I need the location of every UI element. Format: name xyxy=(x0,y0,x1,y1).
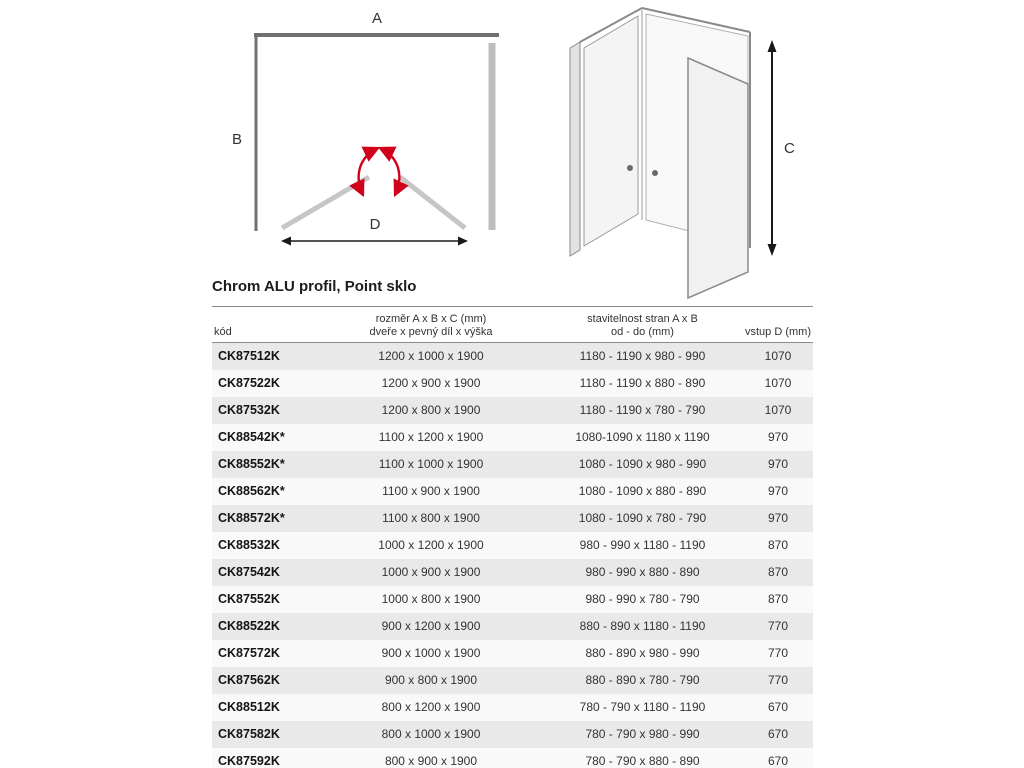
cell-vstup: 1070 xyxy=(764,403,792,417)
cell-rozmer: 1100 x 900 x 1900 xyxy=(382,484,480,498)
table-row xyxy=(212,667,813,694)
cell-kod: CK87532K xyxy=(218,403,280,417)
table-header xyxy=(212,306,813,343)
cell-rozmer: 1200 x 900 x 1900 xyxy=(381,376,481,390)
table-row xyxy=(212,532,813,559)
cell-stavitelnost: 1080 - 1090 x 980 - 990 xyxy=(578,457,707,471)
col-header-rozmer-line2: dveře x pevný díl x výška xyxy=(369,326,493,338)
cell-kod: CK87542K xyxy=(218,565,280,579)
dim-arrowhead-c-bottom xyxy=(768,244,777,256)
cell-kod: CK87552K xyxy=(218,592,280,606)
col-header-vstup-label: vstup D (mm) xyxy=(745,326,811,338)
cell-stavitelnost: 780 - 790 x 1180 - 1190 xyxy=(579,700,706,714)
table-row xyxy=(212,613,813,640)
table-row xyxy=(212,478,813,505)
cell-stavitelnost: 880 - 890 x 780 - 790 xyxy=(585,673,700,687)
cell-kod: CK88522K xyxy=(218,619,280,633)
cell-vstup: 970 xyxy=(767,430,789,444)
cell-stavitelnost: 780 - 790 x 980 - 990 xyxy=(585,727,700,741)
cell-vstup: 770 xyxy=(767,646,789,660)
col-header-rozmer-line1: rozměr A x B x C (mm) xyxy=(375,313,487,325)
cell-rozmer: 800 x 900 x 1900 xyxy=(384,754,478,768)
table-row xyxy=(212,748,813,768)
cell-kod: CK88542K* xyxy=(218,430,285,444)
page-title: Chrom ALU profil, Point sklo xyxy=(212,278,417,295)
cell-vstup: 870 xyxy=(767,538,789,552)
cell-kod: CK88552K* xyxy=(218,457,285,471)
cell-stavitelnost: 1080-1090 x 1180 x 1190 xyxy=(575,430,710,444)
table-row xyxy=(212,721,813,748)
col-header-stavitelnost-line2: od - do (mm) xyxy=(611,326,674,338)
cell-vstup: 870 xyxy=(767,592,789,606)
cell-stavitelnost: 780 - 790 x 880 - 890 xyxy=(585,754,700,768)
dim-label-d: D xyxy=(369,216,381,233)
dim-label-b: B xyxy=(232,131,243,148)
cell-kod: CK88562K* xyxy=(218,484,285,498)
dim-arrowhead-d-right xyxy=(458,237,468,246)
table-row xyxy=(212,424,813,451)
cell-stavitelnost: 1180 - 1190 x 780 - 790 xyxy=(579,403,706,417)
cell-kod: CK88572K* xyxy=(218,511,285,525)
cell-rozmer: 800 x 1200 x 1900 xyxy=(381,700,481,714)
cell-rozmer: 1100 x 1000 x 1900 xyxy=(378,457,484,471)
cell-rozmer: 1200 x 1000 x 1900 xyxy=(378,349,484,363)
side-wall-panel xyxy=(570,42,580,256)
cell-vstup: 970 xyxy=(767,484,789,498)
cell-rozmer: 1000 x 1200 x 1900 xyxy=(378,538,484,552)
swing-arrow-right-icon xyxy=(380,148,399,195)
glass-door-open xyxy=(688,58,748,298)
cell-kod: CK87522K xyxy=(218,376,280,390)
cell-stavitelnost: 1080 - 1090 x 780 - 790 xyxy=(578,511,707,525)
table-row xyxy=(212,694,813,721)
cell-vstup: 970 xyxy=(767,457,789,471)
swing-arrow-left-icon xyxy=(359,148,378,195)
col-header-kod-label: kód xyxy=(214,326,232,338)
cell-kod: CK87562K xyxy=(218,673,280,687)
cell-stavitelnost: 980 - 990 x 780 - 790 xyxy=(585,592,700,606)
cell-vstup: 670 xyxy=(767,700,789,714)
dim-label-c: C xyxy=(784,140,795,157)
table-row xyxy=(212,505,813,532)
cell-stavitelnost: 1180 - 1190 x 880 - 890 xyxy=(579,376,706,390)
cell-kod: CK87592K xyxy=(218,754,280,768)
cell-stavitelnost: 980 - 990 x 1180 - 1190 xyxy=(579,538,706,552)
cell-vstup: 770 xyxy=(767,619,789,633)
cell-kod: CK88532K xyxy=(218,538,280,552)
table-row xyxy=(212,586,813,613)
door-knob-icon xyxy=(627,165,633,171)
cell-kod: CK87512K xyxy=(218,349,280,363)
table-row xyxy=(212,559,813,586)
dim-arrowhead-c-top xyxy=(768,40,777,52)
door-knob-icon xyxy=(652,170,658,176)
door-right-line xyxy=(400,177,465,228)
cell-stavitelnost: 880 - 890 x 980 - 990 xyxy=(585,646,700,660)
col-header-stavitelnost xyxy=(542,313,743,339)
cell-rozmer: 900 x 800 x 1900 xyxy=(384,673,478,687)
cell-stavitelnost: 880 - 890 x 1180 - 1190 xyxy=(579,619,706,633)
cell-stavitelnost: 1180 - 1190 x 980 - 990 xyxy=(579,349,706,363)
dim-label-a: A xyxy=(371,10,383,27)
top-view-diagram xyxy=(225,8,510,260)
cell-kod: CK88512K xyxy=(218,700,280,714)
cell-vstup: 870 xyxy=(767,565,789,579)
table-row xyxy=(212,370,813,397)
cell-vstup: 970 xyxy=(767,511,789,525)
table-row xyxy=(212,451,813,478)
door-left-line xyxy=(282,177,369,228)
col-header-kod xyxy=(212,326,320,339)
cell-kod: CK87582K xyxy=(218,727,280,741)
spec-table xyxy=(212,306,813,768)
cell-stavitelnost: 980 - 990 x 880 - 890 xyxy=(585,565,700,579)
cell-rozmer: 900 x 1000 x 1900 xyxy=(381,646,481,660)
spec-table-body xyxy=(212,343,813,768)
cell-rozmer: 1000 x 800 x 1900 xyxy=(381,592,481,606)
cell-vstup: 670 xyxy=(767,754,789,768)
dim-arrowhead-d-left xyxy=(281,237,291,246)
cell-stavitelnost: 1080 - 1090 x 880 - 890 xyxy=(578,484,707,498)
cell-rozmer: 900 x 1200 x 1900 xyxy=(381,619,481,633)
cell-vstup: 670 xyxy=(767,727,789,741)
perspective-diagram xyxy=(558,0,803,310)
table-row xyxy=(212,397,813,424)
cell-rozmer: 800 x 1000 x 1900 xyxy=(381,727,481,741)
col-header-rozmer xyxy=(320,313,542,339)
table-row xyxy=(212,343,813,370)
glass-door-left xyxy=(584,16,638,246)
table-row xyxy=(212,640,813,667)
col-header-stavitelnost-line1: stavitelnost stran A x B xyxy=(587,313,698,325)
cell-vstup: 1070 xyxy=(764,349,792,363)
cell-rozmer: 1100 x 800 x 1900 xyxy=(382,511,480,525)
cell-rozmer: 1000 x 900 x 1900 xyxy=(381,565,481,579)
cell-rozmer: 1200 x 800 x 1900 xyxy=(381,403,481,417)
cell-rozmer: 1100 x 1200 x 1900 xyxy=(378,430,484,444)
cell-vstup: 770 xyxy=(767,673,789,687)
cell-kod: CK87572K xyxy=(218,646,280,660)
col-header-vstup xyxy=(743,326,813,339)
cell-vstup: 1070 xyxy=(764,376,792,390)
